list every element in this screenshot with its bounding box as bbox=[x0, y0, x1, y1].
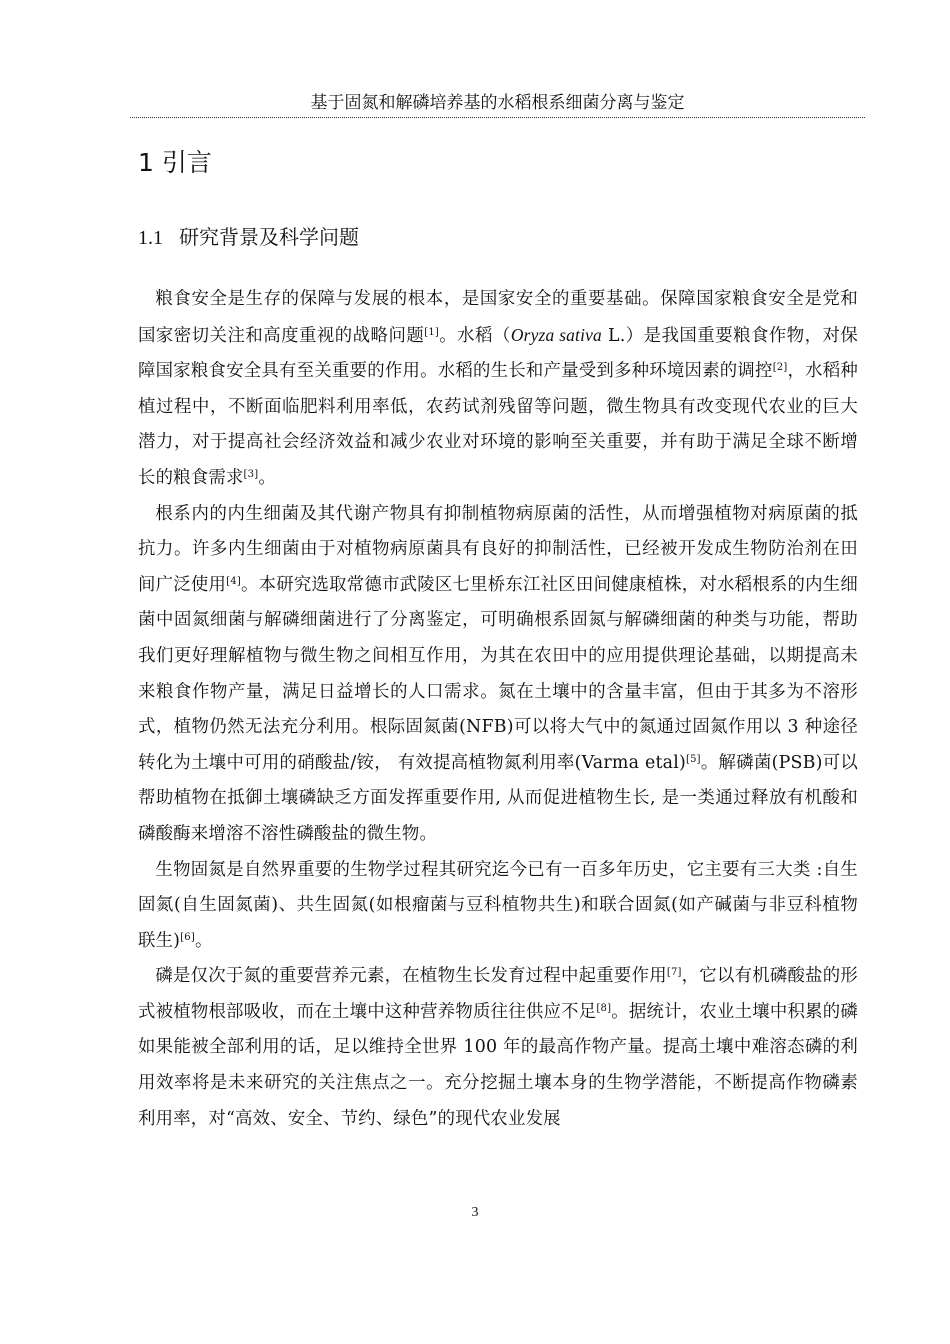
citation: [8] bbox=[596, 1002, 612, 1014]
text-run: 。据统计，农业土壤中积累的磷如果能被全部利用的话，足以维持全世界 100 年的最高作物产量。提高土壤中难溶态磷的利用效率将是未来研究的关注焦点之一。充分挖掘土壤本身的生物学潜能，不断提高作物磷素利用率，对“高效、安全、节约、绿色”的现代农业发展 bbox=[138, 1001, 858, 1129]
citation: [3] bbox=[243, 468, 259, 480]
text-run: ，它以有机磷酸盐的形式被植物根部吸收，而在土壤中这种营养物质往往供应不足 bbox=[138, 966, 858, 1022]
text-run: 。解磷菌(PSB)可以帮助植物在抵御土壤磷缺乏方面发挥重要作用, 从而促进植物生长, 是一类通过释放有机酸和磷酸酶来增溶不溶性磷酸盐的微生物。 bbox=[138, 752, 858, 844]
text-run: 生物固氮是自然界重要的生物学过程其研究迄今已有一百多年历史，它主要有三大类 :自生固氮(自生固氮菌)、共生固氮(如根瘤菌与豆科植物共生)和联合固氮(如产碱菌与非豆科植物联生) bbox=[138, 859, 858, 951]
citation: [2] bbox=[772, 362, 788, 374]
header-divider bbox=[130, 117, 865, 118]
text-run: 。水稻（ bbox=[438, 325, 511, 346]
text-run: 粮食安全是生存的保障与发展的根本，是国家安全的重要基础。保障国家粮食安全是党和国家密切关注和高度重视的战略问题 bbox=[138, 289, 858, 346]
citation: [5] bbox=[685, 753, 701, 765]
text-run: 根系内的内生细菌及其代谢产物具有抑制植物病原菌的活性，从而增强植物对病原菌的抵抗力。许多内生细菌由于对植物病原菌具有良好的抑制活性，已经被开发成生物防治剂在田间广泛使用 bbox=[138, 503, 858, 595]
page-number: 3 bbox=[471, 1205, 479, 1220]
section-title: 研究背景及科学问题 bbox=[179, 225, 359, 249]
text-run: L.）是我国重要粮食作物，对保障国家粮食安全具有至关重要的作用。水稻的生长和产量受到多种环境因素的调控 bbox=[138, 325, 859, 382]
body-text bbox=[138, 282, 858, 1137]
text-run: 磷是仅次于氮的重要营养元素，在植物生长发育过程中起重要作用 bbox=[155, 966, 667, 987]
citation: [7] bbox=[666, 967, 682, 979]
text-run: ，水稻种植过程中，不断面临肥料利用率低，农药试剂残留等问题，微生物具有改变现代农业的巨大潜力，对于提高社会经济效益和减少农业对环境的影响至关重要，并有助于满足全球不断增长的粮食需求 bbox=[138, 361, 858, 488]
paragraph-4 bbox=[138, 959, 858, 1137]
section-number: 1.1 bbox=[138, 227, 163, 249]
paragraph-3 bbox=[138, 853, 858, 960]
paragraph-1 bbox=[138, 282, 858, 497]
running-header: 基于固氮和解磷培养基的水稻根系细菌分离与鉴定 bbox=[310, 93, 685, 113]
section-heading bbox=[138, 223, 359, 252]
paragraph-2 bbox=[138, 497, 858, 853]
citation: [6] bbox=[180, 931, 195, 943]
text-run: 。 bbox=[258, 467, 276, 488]
text-run: 。 bbox=[194, 930, 213, 951]
species-name: Oryza sativa bbox=[510, 324, 602, 345]
citation: [1] bbox=[424, 326, 439, 338]
text-run: 。本研究选取常德市武陵区七里桥东江社区田间健康植株，对水稻根系的内生细菌中固氮细菌与解磷细菌进行了分离鉴定，可明确根系固氮与解磷细菌的种类与功能，帮助我们更好理解植物与微生物之间相互作用，为其在农田中的应用提供理论基础，以期提高未来粮食作物产量，满足日益增长的人口需求。氮在土壤中的含量丰富，但由于其多为不溶形式，植物仍然无法充分利用。根际固氮菌(NFB)可以将大气中的氮通过固氮作用以 3 种途径转化为土壤中可用的硝酸盐/铵， 有效提高植物氮利用率(Varma etal) bbox=[138, 574, 858, 773]
chapter-title: 1 引言 bbox=[138, 148, 212, 177]
citation: [4] bbox=[226, 575, 241, 587]
